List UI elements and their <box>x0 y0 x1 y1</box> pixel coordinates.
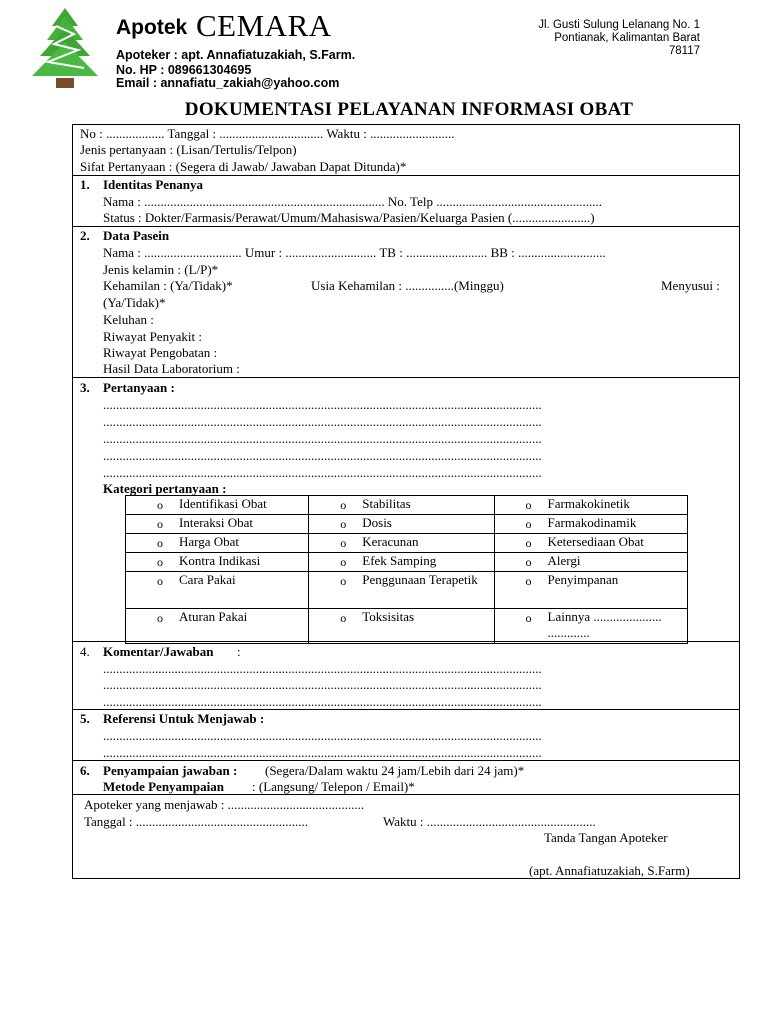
email-address: Email : annafiatu_zakiah@yahoo.com <box>116 76 340 90</box>
document-title: DOKUMENTASI PELAYANAN INFORMASI OBAT <box>184 99 634 120</box>
pertanyaan-line[interactable]: ....................................................................................................................................... <box>103 431 542 446</box>
kategori-label: Penyimpanan <box>547 572 619 587</box>
kategori-row <box>126 534 688 553</box>
kategori-option[interactable] <box>494 609 687 644</box>
kategori-option[interactable] <box>126 534 309 553</box>
kategori-option[interactable] <box>494 553 687 572</box>
divider <box>72 175 740 176</box>
radio-circle-icon[interactable]: o <box>525 498 532 512</box>
kategori-row <box>126 572 688 609</box>
hasil-laboratorium-field[interactable]: Hasil Data Laboratorium : <box>103 361 240 376</box>
kategori-label: Alergi <box>547 553 581 568</box>
radio-circle-icon[interactable]: o <box>340 611 347 625</box>
section-1-number: 1. <box>80 177 90 192</box>
radio-circle-icon[interactable]: o <box>157 555 163 569</box>
kategori-option[interactable] <box>494 515 687 534</box>
kategori-option[interactable] <box>126 572 309 609</box>
kategori-row <box>126 515 688 534</box>
section-6-number: 6. <box>80 763 90 778</box>
radio-circle-icon[interactable]: o <box>340 498 347 512</box>
address-line-2: Pontianak, Kalimantan Barat <box>554 32 700 44</box>
pertanyaan-line[interactable]: ....................................................................................................................................... <box>103 414 542 429</box>
kategori-option[interactable] <box>126 496 309 515</box>
kategori-option[interactable] <box>494 496 687 515</box>
phone-number: No. HP : 089661304695 <box>116 63 252 77</box>
kategori-option[interactable] <box>126 515 309 534</box>
kategori-table <box>125 495 688 644</box>
no-tanggal-waktu-field[interactable]: No : .................. Tanggal : ................................ Waktu : .......................... <box>80 126 455 141</box>
kategori-label: Lainnya ..................... ............. <box>547 609 662 640</box>
kategori-label: Harga Obat <box>179 534 240 549</box>
kategori-heading: Kategori pertanyaan : <box>103 481 227 496</box>
pharmacist-signature-name: (apt. Annafiatuzakiah, S.Farm) <box>529 863 690 878</box>
penanya-nama-telp-field[interactable]: Nama : .......................................................................... No. Telp ................................................... <box>103 194 602 209</box>
section-4-colon: : <box>237 644 241 659</box>
radio-circle-icon[interactable]: o <box>157 611 163 625</box>
kategori-option[interactable] <box>309 553 494 572</box>
pertanyaan-line[interactable]: ....................................................................................................................................... <box>103 448 542 463</box>
section-2-heading: Data Pasein <box>103 228 170 243</box>
divider <box>72 226 740 227</box>
kategori-option[interactable] <box>309 609 494 644</box>
section-3-heading: Pertanyaan : <box>103 380 175 395</box>
section-1-heading: Identitas Penanya <box>103 177 204 192</box>
section-5-heading: Referensi Untuk Menjawab : <box>103 711 265 726</box>
pasien-nama-umur-tb-bb-field[interactable]: Nama : .............................. Umur : ............................ TB : ......................... BB : ........................... <box>103 245 606 260</box>
pertanyaan-line[interactable]: ....................................................................................................................................... <box>103 397 542 412</box>
radio-circle-icon[interactable]: o <box>340 555 347 569</box>
kategori-row <box>126 553 688 572</box>
radio-circle-icon[interactable]: o <box>157 498 163 512</box>
metode-options[interactable]: : (Langsung/ Telepon / Email)* <box>252 779 415 794</box>
radio-circle-icon[interactable]: o <box>157 536 163 550</box>
apoteker-menjawab-field[interactable]: Apoteker yang menjawab : .......................................... <box>84 797 365 812</box>
kehamilan-field[interactable]: Kehamilan : (Ya/Tidak)* <box>103 278 233 293</box>
brand-prefix: Apotek <box>116 16 188 39</box>
kategori-option[interactable] <box>309 496 494 515</box>
jenis-pertanyaan-field[interactable]: Jenis pertanyaan : (Lisan/Tertulis/Telpon) <box>80 142 297 157</box>
kategori-label: Stabilitas <box>362 496 411 511</box>
riwayat-penyakit-field[interactable]: Riwayat Penyakit : <box>103 329 202 344</box>
menyusui-field[interactable]: Menyusui : <box>661 278 720 293</box>
kategori-label: Efek Samping <box>362 553 437 568</box>
section-4-heading: Komentar/Jawaban <box>103 644 214 659</box>
address-line-1: Jl. Gusti Sulung Lelanang No. 1 <box>538 19 700 31</box>
kategori-option[interactable] <box>309 572 494 609</box>
kategori-label: Ketersediaan Obat <box>547 534 644 549</box>
kategori-label: Cara Pakai <box>179 572 236 587</box>
section-2-number: 2. <box>80 228 90 243</box>
kategori-label: Farmakodinamik <box>547 515 637 530</box>
pertanyaan-line[interactable]: ....................................................................................................................................... <box>103 465 542 480</box>
kategori-row <box>126 609 688 644</box>
jawaban-line[interactable]: ....................................................................................................................................... <box>103 694 542 709</box>
kategori-label: Toksisitas <box>362 609 415 624</box>
kategori-label: Interaksi Obat <box>179 515 254 530</box>
sifat-pertanyaan-field[interactable]: Sifat Pertanyaan : (Segera di Jawab/ Jawaban Dapat Ditunda)* <box>80 159 407 174</box>
kategori-option[interactable] <box>126 609 309 644</box>
divider <box>72 377 740 378</box>
metode-heading: Metode Penyampaian <box>103 779 224 794</box>
section-3-number: 3. <box>80 380 90 395</box>
kategori-label: Identifikasi Obat <box>179 496 267 511</box>
kategori-option[interactable] <box>494 572 687 609</box>
signature-label: Tanda Tangan Apoteker <box>544 830 668 845</box>
penyampaian-options[interactable]: (Segera/Dalam waktu 24 jam/Lebih dari 24 jam)* <box>265 763 525 778</box>
section-5-number: 5. <box>80 711 90 726</box>
footer-tanggal-field[interactable]: Tanggal : ..................................................... <box>84 814 309 829</box>
usia-kehamilan-field[interactable]: Usia Kehamilan : ...............(Minggu) <box>311 278 504 293</box>
menyusui-options: (Ya/Tidak)* <box>103 295 166 310</box>
kategori-option[interactable] <box>309 515 494 534</box>
kategori-label: Penggunaan Terapetik <box>362 572 478 587</box>
radio-circle-icon[interactable]: o <box>525 611 532 625</box>
address-postal-code: 78117 <box>668 45 700 57</box>
kategori-option[interactable] <box>126 553 309 572</box>
radio-circle-icon[interactable]: o <box>340 574 347 588</box>
pharmacist-name: Apoteker : apt. Annafiatuzakiah, S.Farm. <box>116 48 356 62</box>
radio-circle-icon[interactable]: o <box>157 517 163 531</box>
section-4-number: 4. <box>80 644 90 659</box>
jawaban-line[interactable]: ....................................................................................................................................... <box>103 661 542 676</box>
riwayat-pengobatan-field[interactable]: Riwayat Pengobatan : <box>103 345 218 360</box>
penanya-status-field[interactable]: Status : Dokter/Farmasis/Perawat/Umum/Mahasiswa/Pasien/Keluarga Pasien (........................) <box>103 210 595 225</box>
pharmacy-logo-tree-icon <box>26 6 104 92</box>
kategori-label: Dosis <box>362 515 392 530</box>
footer-waktu-field[interactable]: Waktu : .................................................... <box>383 814 596 829</box>
kategori-label: Aturan Pakai <box>179 609 248 624</box>
radio-circle-icon[interactable]: o <box>340 536 347 550</box>
kategori-label: Kontra Indikasi <box>179 553 261 568</box>
jawaban-line[interactable]: ....................................................................................................................................... <box>103 677 542 692</box>
keluhan-field[interactable]: Keluhan : <box>103 312 154 327</box>
kategori-row <box>126 496 688 515</box>
brand-name: CEMARA <box>196 8 332 43</box>
section-6-heading: Penyampaian jawaban : <box>103 763 238 778</box>
kategori-option[interactable] <box>494 534 687 553</box>
kategori-label: Keracunan <box>362 534 419 549</box>
radio-circle-icon[interactable]: o <box>525 555 532 569</box>
referensi-line[interactable]: ....................................................................................................................................... <box>103 745 542 760</box>
radio-circle-icon[interactable]: o <box>525 536 532 550</box>
radio-circle-icon[interactable]: o <box>340 517 347 531</box>
radio-circle-icon[interactable]: o <box>525 574 532 588</box>
jenis-kelamin-field[interactable]: Jenis kelamin : (L/P)* <box>103 262 219 277</box>
radio-circle-icon[interactable]: o <box>157 574 163 588</box>
radio-circle-icon[interactable]: o <box>525 517 532 531</box>
kategori-option[interactable] <box>309 534 494 553</box>
referensi-line[interactable]: ....................................................................................................................................... <box>103 728 542 743</box>
kategori-label: Farmakokinetik <box>547 496 630 511</box>
